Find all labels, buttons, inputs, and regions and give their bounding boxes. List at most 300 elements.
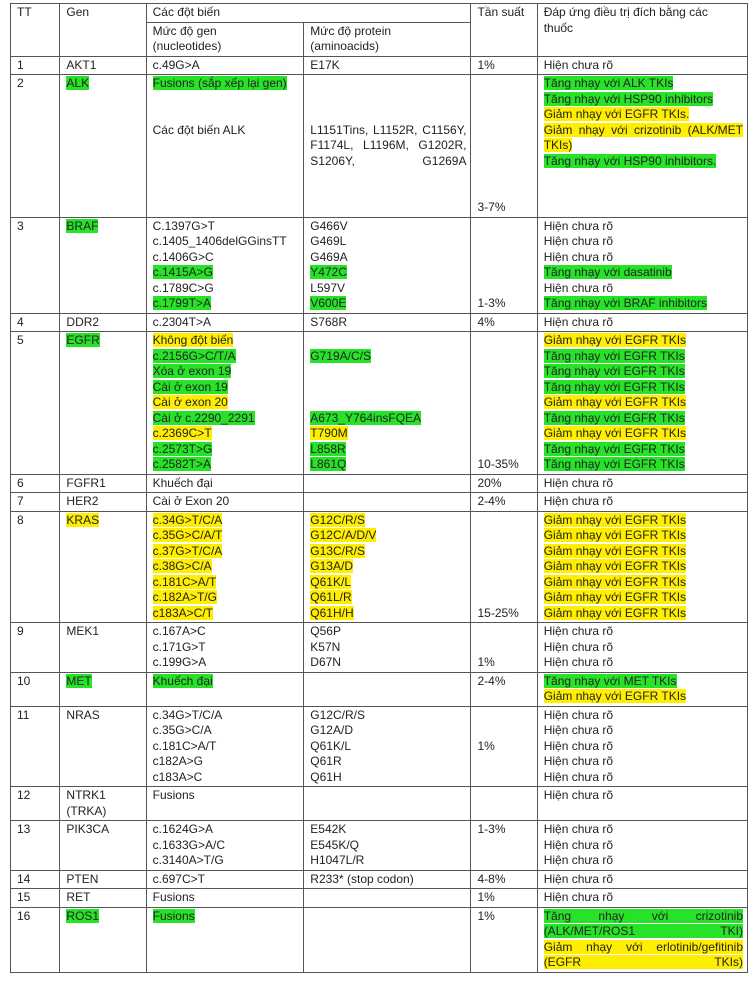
protein-mutation xyxy=(310,265,466,281)
response-line xyxy=(544,442,743,458)
gene-mutation: c.697C>T xyxy=(152,871,205,886)
response-line xyxy=(544,689,743,705)
cell-tt: 4 xyxy=(11,313,60,332)
gene-name: HER2 xyxy=(66,494,99,508)
cell-gen xyxy=(60,313,146,332)
response-line-text: Giảm nhạy với EGFR TKIs xyxy=(543,605,687,620)
frequency-value: 10-35% xyxy=(477,457,519,471)
gene-mutation: c.171G>T xyxy=(152,639,206,654)
cell-response xyxy=(537,907,747,972)
header-protein-level xyxy=(304,22,471,56)
gene-mutation xyxy=(153,265,300,281)
gene-mutation-text: c.1799T>A xyxy=(152,296,211,310)
response-line xyxy=(544,349,743,365)
table-row xyxy=(11,672,748,706)
cell-response xyxy=(537,75,747,218)
gene-mutation: c.34G>T/C/A xyxy=(152,707,223,722)
protein-mutation xyxy=(310,333,466,349)
cell-gen xyxy=(60,75,146,218)
gene-mutation-text: Fusions xyxy=(152,908,195,923)
response-line: Hiện chưa rõ xyxy=(543,494,614,508)
protein-mutation: G466V xyxy=(310,218,348,233)
cell-gene-level xyxy=(146,511,304,623)
response-line xyxy=(544,909,743,940)
protein-mutation: G469L xyxy=(310,234,347,248)
response-line-text: Giảm nhạy với EGFR TKIs xyxy=(543,333,687,347)
gene-mutation: c.1405_1406delGGinsTT xyxy=(152,234,287,248)
protein-mutation xyxy=(310,674,466,690)
gene-name: MEK1 xyxy=(66,624,100,638)
protein-mutation xyxy=(310,528,466,544)
protein-mutation-text: G13C/R/S xyxy=(310,543,365,558)
table-row xyxy=(11,907,748,972)
cell-gene-level xyxy=(146,672,304,706)
protein-mutation xyxy=(310,442,466,458)
response-line: Hiện chưa rõ xyxy=(543,871,614,886)
protein-mutation xyxy=(310,513,466,529)
gene-name: BRAF xyxy=(66,218,99,233)
gene-name: MET xyxy=(66,673,92,688)
cell-gene-level xyxy=(146,821,304,871)
protein-mutation: Q61K/L xyxy=(310,738,351,753)
protein-mutation: D67N xyxy=(310,655,341,669)
header-gen: Gen xyxy=(60,4,146,57)
table-row xyxy=(11,332,748,475)
cell-gene-level xyxy=(146,889,304,908)
gene-mutation xyxy=(153,575,300,591)
frequency-spacer xyxy=(477,154,532,170)
response-line xyxy=(544,92,743,108)
response-line: Hiện chưa rõ xyxy=(543,639,614,654)
cell-gene-level xyxy=(146,474,304,493)
frequency-value: 1% xyxy=(477,655,495,669)
cell-frequency xyxy=(471,75,537,218)
protein-mutation xyxy=(310,909,466,925)
response-line: Hiện chưa rõ xyxy=(543,218,614,233)
cell-protein-level xyxy=(304,332,471,475)
protein-mutation xyxy=(310,575,466,591)
protein-mutation xyxy=(310,296,466,312)
cell-protein-level xyxy=(304,907,471,972)
cell-frequency xyxy=(471,870,537,889)
gene-mutation xyxy=(153,528,300,544)
cell-frequency xyxy=(471,313,537,332)
gene-mutation xyxy=(153,296,300,312)
response-line: Hiện chưa rõ xyxy=(543,890,614,904)
gene-mutation xyxy=(153,442,300,458)
gene-mutation xyxy=(153,544,300,560)
response-line-text: Giảm nhạy với EGFR TKIs xyxy=(543,559,687,573)
response-line-text: Giảm nhạy với crizotinib (ALK/MET TKIs) xyxy=(543,122,743,152)
response-line xyxy=(544,107,743,123)
cell-response xyxy=(537,474,747,493)
response-line xyxy=(544,395,743,411)
gene-mutation-text: Cài ở c.2290_2291 xyxy=(152,410,255,425)
protein-mutation: Q61H xyxy=(310,769,342,784)
gene-mutation: c.167A>C xyxy=(152,624,206,638)
cell-tt: 6 xyxy=(11,474,60,493)
response-line xyxy=(544,559,743,575)
response-line-text: Giảm nhạy với EGFR TKIs xyxy=(543,590,687,604)
protein-mutation: E17K xyxy=(310,57,340,72)
response-line: Hiện chưa rõ xyxy=(543,788,614,802)
gene-mutation-text: c.2156G>C/T/A xyxy=(152,348,236,363)
response-line xyxy=(544,426,743,442)
cell-protein-level xyxy=(304,706,471,787)
cell-gen xyxy=(60,56,146,75)
cell-gen xyxy=(60,511,146,623)
gene-mutation-text: c.38G>C/A xyxy=(152,559,212,573)
cell-protein-level xyxy=(304,56,471,75)
cell-tt: 5 xyxy=(11,332,60,475)
frequency-spacer xyxy=(477,92,532,108)
cell-frequency xyxy=(471,907,537,972)
gene-name: KRAS xyxy=(66,512,100,527)
protein-mutation-text: G13A/D xyxy=(310,559,353,573)
gene-mutation xyxy=(153,395,300,411)
protein-mutation-text: L861Q xyxy=(310,457,347,471)
response-line-text: Tăng nhạy với EGFR TKIs xyxy=(543,379,685,394)
protein-mutation-text: Q61H/H xyxy=(310,605,354,620)
frequency-value: 1-3% xyxy=(477,296,506,310)
frequency-value: 1% xyxy=(477,738,495,753)
cell-frequency xyxy=(471,787,537,821)
protein-mutation xyxy=(310,890,466,906)
cell-gene-level xyxy=(146,493,304,512)
response-line-text: Giảm nhạy với EGFR TKIs xyxy=(543,689,687,703)
gene-mutation: c.1624G>A xyxy=(152,822,213,836)
gene-mutation xyxy=(153,559,300,575)
cell-gen xyxy=(60,821,146,871)
cell-response xyxy=(537,332,747,475)
table-row xyxy=(11,313,748,332)
frequency-spacer xyxy=(477,559,532,575)
cell-frequency xyxy=(471,493,537,512)
frequency-spacer xyxy=(477,107,532,123)
response-line: Hiện chưa rõ xyxy=(543,754,614,768)
response-line xyxy=(544,296,743,312)
mutation-table xyxy=(10,3,748,973)
cell-protein-level xyxy=(304,821,471,871)
header-response-line: thuốc xyxy=(543,20,574,35)
cell-gene-level xyxy=(146,332,304,475)
header-tt: TT xyxy=(11,4,60,57)
cell-tt: 12 xyxy=(11,787,60,821)
protein-mutation-text: T790M xyxy=(310,426,348,440)
gene-mutation-text: c.37G>T/C/A xyxy=(152,543,223,558)
header-mutations: Các đột biến xyxy=(146,4,471,23)
gene-mutation: c.1633G>A/C xyxy=(152,837,225,852)
cell-response xyxy=(537,623,747,673)
cell-response xyxy=(537,313,747,332)
header-gene-level xyxy=(146,22,304,56)
frequency-spacer xyxy=(477,723,532,739)
frequency-value: 2-4% xyxy=(477,673,506,688)
table-body xyxy=(11,4,748,973)
gene-mutation: c.49G>A xyxy=(152,57,200,72)
gene-mutation: c.181C>A/T xyxy=(152,738,217,753)
response-line: Hiện chưa rõ xyxy=(543,57,614,72)
cell-response xyxy=(537,217,747,313)
gene-mutation: c.199G>A xyxy=(152,655,207,669)
gene-mutation xyxy=(153,107,300,123)
cell-protein-level xyxy=(304,474,471,493)
table-row xyxy=(11,75,748,218)
gene-mutation xyxy=(153,513,300,529)
frequency-spacer xyxy=(477,590,532,606)
table-row xyxy=(11,821,748,871)
gene-mutation-text: c.34G>T/C/A xyxy=(152,512,223,527)
response-line-text: Tăng nhạy với ALK TKIs xyxy=(543,76,674,90)
frequency-value: 1% xyxy=(477,908,495,923)
gene-mutation: Fusions xyxy=(152,890,195,904)
cell-gene-level xyxy=(146,907,304,972)
response-line-text: Giảm nhạy với EGFR TKIs xyxy=(543,528,687,542)
frequency-value: 20% xyxy=(477,475,502,490)
response-line xyxy=(544,940,743,971)
gene-mutation xyxy=(153,380,300,396)
response-line xyxy=(544,411,743,427)
frequency-spacer xyxy=(477,513,532,529)
gene-mutation xyxy=(153,364,300,380)
gene-mutation: c183A>C xyxy=(152,769,203,784)
header-response xyxy=(537,4,747,57)
response-line-text: Tăng nhạy với EGFR TKIs xyxy=(543,364,685,378)
response-line-text: Tăng nhạy với EGFR TKIs xyxy=(543,348,685,363)
gene-mutation-text: c.2573T>G xyxy=(152,441,213,456)
gene-mutation xyxy=(153,909,300,925)
gene-name: DDR2 xyxy=(66,314,100,329)
response-line-text: Tăng nhạy với HSP90 inhibitors. xyxy=(543,153,717,168)
header-response-line: Đáp ứng điều trị đích bằng các xyxy=(543,5,708,19)
gene-mutation: Khuếch đại xyxy=(152,475,213,490)
header-frequency: Tần suất xyxy=(471,4,537,57)
protein-mutation-text: L858R xyxy=(310,441,346,456)
response-line-text: Giảm nhạy với EGFR TKIs xyxy=(543,574,687,589)
protein-mutation: Q56P xyxy=(310,624,341,638)
frequency-spacer xyxy=(477,76,532,92)
gene-mutation-text: c.181C>A/T xyxy=(152,574,217,589)
gene-mutation: c.1789C>G xyxy=(152,280,214,295)
protein-mutation xyxy=(310,559,466,575)
cell-frequency xyxy=(471,217,537,313)
frequency-value: 4% xyxy=(477,314,495,329)
protein-mutation xyxy=(310,606,466,622)
cell-gene-level xyxy=(146,217,304,313)
protein-mutation-text: G12C/R/S xyxy=(310,512,365,527)
cell-gene-level xyxy=(146,787,304,821)
protein-mutation xyxy=(310,364,466,380)
frequency-spacer xyxy=(477,138,532,154)
cell-tt: 7 xyxy=(11,493,60,512)
frequency-value: 4-8% xyxy=(477,871,506,886)
cell-tt: 14 xyxy=(11,870,60,889)
cell-protein-level xyxy=(304,75,471,218)
cell-protein-level xyxy=(304,493,471,512)
protein-mutation xyxy=(310,544,466,560)
response-line: Hiện chưa rõ xyxy=(543,249,614,264)
cell-response xyxy=(537,870,747,889)
response-line: Hiện chưa rõ xyxy=(543,624,614,638)
cell-protein-level xyxy=(304,870,471,889)
gene-mutation xyxy=(153,590,300,606)
cell-frequency xyxy=(471,56,537,75)
response-line-text: Tăng nhạy với dasatinib xyxy=(543,265,672,279)
frequency-value: 3-7% xyxy=(477,200,506,214)
gene-mutation: c.35G>C/A xyxy=(152,723,212,737)
cell-protein-level xyxy=(304,672,471,706)
header-gene-level-line: Mức độ gen xyxy=(152,23,217,38)
cell-tt: 11 xyxy=(11,706,60,787)
gene-mutation xyxy=(153,411,300,427)
protein-mutation xyxy=(310,411,466,427)
protein-mutation xyxy=(310,92,466,108)
protein-mutation: G12C/R/S xyxy=(310,707,365,722)
table-row xyxy=(11,474,748,493)
cell-tt: 3 xyxy=(11,217,60,313)
table-row xyxy=(11,56,748,75)
gene-mutation xyxy=(153,674,300,690)
gene-mutation xyxy=(153,426,300,442)
gene-mutation-text: Fusions (sắp xếp lại gen) xyxy=(152,76,287,90)
protein-mutation: G469A xyxy=(310,249,348,264)
cell-gen xyxy=(60,474,146,493)
response-line: Hiện chưa rõ xyxy=(543,280,614,295)
response-line: Hiện chưa rõ xyxy=(543,234,614,248)
gene-mutation-text: c.1415A>G xyxy=(152,265,213,279)
response-line-text: Giảm nhạy với EGFR TKIs xyxy=(543,395,687,409)
response-line: Hiện chưa rõ xyxy=(543,314,614,329)
response-line xyxy=(544,528,743,544)
gene-mutation xyxy=(153,76,300,92)
frequency-spacer xyxy=(477,708,532,724)
cell-gene-level xyxy=(146,623,304,673)
response-line xyxy=(544,380,743,396)
header-row-1 xyxy=(11,4,748,23)
cell-gen xyxy=(60,706,146,787)
gene-name: FGFR1 xyxy=(66,475,106,490)
frequency-value: 1% xyxy=(477,890,495,904)
response-line-text: Tăng nhạy với EGFR TKIs xyxy=(543,457,685,471)
gene-mutation-text: c.2582T>A xyxy=(152,457,211,471)
gene-name: AKT1 xyxy=(66,57,97,72)
cell-gen xyxy=(60,332,146,475)
gene-mutation-text: Khuếch đại xyxy=(152,673,213,688)
response-line-text: Tăng nhạy với BRAF inhibitors xyxy=(543,296,707,310)
cell-gen xyxy=(60,787,146,821)
frequency-spacer xyxy=(477,544,532,560)
response-line-text: Giảm nhạy với EGFR TKIs xyxy=(543,512,687,527)
protein-mutation xyxy=(310,76,466,92)
protein-mutation xyxy=(310,395,466,411)
protein-mutation xyxy=(310,457,466,473)
gene-mutation-text: Cài ở exon 19 xyxy=(152,379,228,394)
protein-mutation: K57N xyxy=(310,639,341,654)
response-line xyxy=(544,154,743,170)
protein-mutation: Q61R xyxy=(310,754,342,768)
cell-gene-level xyxy=(146,706,304,787)
response-line-text: Tăng nhạy với EGFR TKIs xyxy=(543,410,685,425)
gene-mutation-text: c.182A>T/G xyxy=(152,590,217,604)
gene-mutation xyxy=(153,349,300,365)
table-row xyxy=(11,787,748,821)
frequency-spacer xyxy=(477,528,532,544)
gene-mutation: Các đột biến ALK xyxy=(152,122,246,137)
gene-mutation xyxy=(153,92,300,108)
protein-mutation-text: Q61K/L xyxy=(310,574,351,589)
gene-name: PTEN xyxy=(66,871,99,886)
frequency-value: 1% xyxy=(477,57,495,72)
cell-gene-level xyxy=(146,313,304,332)
cell-response xyxy=(537,56,747,75)
cell-protein-level xyxy=(304,787,471,821)
response-line xyxy=(544,674,743,690)
protein-mutation xyxy=(310,349,466,365)
cell-frequency xyxy=(471,672,537,706)
cell-frequency xyxy=(471,889,537,908)
response-line: Hiện chưa rõ xyxy=(543,837,614,852)
response-line xyxy=(544,333,743,349)
cell-protein-level xyxy=(304,217,471,313)
cell-protein-level xyxy=(304,511,471,623)
protein-mutation-text: Y472C xyxy=(310,265,347,279)
gene-name: ROS1 xyxy=(66,908,100,923)
protein-mutation: L1151Tins, L1152R, C1156Y, F1174L, L1196M, G1202R, S1206Y, G1269A xyxy=(310,122,467,168)
gene-mutation xyxy=(153,457,300,473)
cell-gen xyxy=(60,217,146,313)
response-line xyxy=(544,364,743,380)
cell-response xyxy=(537,511,747,623)
gene-mutation xyxy=(153,606,300,622)
protein-mutation xyxy=(310,380,466,396)
gene-mutation-text: Không đột biến xyxy=(152,333,234,347)
response-line-text: Tăng nhạy với MET TKIs xyxy=(543,673,677,688)
protein-mutation: R233* (stop codon) xyxy=(310,871,414,886)
protein-mutation: S768R xyxy=(310,314,347,329)
cell-protein-level xyxy=(304,889,471,908)
protein-mutation-text: A673_Y764insFQEA xyxy=(310,410,422,425)
protein-mutation-text: V600E xyxy=(310,296,347,310)
response-line-text: Tăng nhạy với HSP90 inhibitors xyxy=(543,91,713,106)
table-row xyxy=(11,217,748,313)
protein-mutation-text: Q61L/R xyxy=(310,590,352,604)
header-protein-level-line: Mức độ protein xyxy=(310,23,392,38)
cell-gen xyxy=(60,623,146,673)
cell-frequency xyxy=(471,332,537,475)
table-row xyxy=(11,511,748,623)
cell-gen xyxy=(60,493,146,512)
response-line-text: Giảm nhạy với erlotinib/gefitinib (EGFR TKIs) xyxy=(543,939,743,969)
cell-tt: 2 xyxy=(11,75,60,218)
cell-tt: 13 xyxy=(11,821,60,871)
cell-tt: 1 xyxy=(11,56,60,75)
gene-mutation: c182A>G xyxy=(152,754,203,768)
frequency-spacer xyxy=(477,123,532,139)
cell-response xyxy=(537,889,747,908)
cell-response xyxy=(537,706,747,787)
frequency-value: 15-25% xyxy=(477,605,519,620)
gene-mutation: Fusions xyxy=(152,788,195,802)
cell-tt: 15 xyxy=(11,889,60,908)
protein-mutation: L597V xyxy=(310,280,345,295)
gene-mutation-text: Cài ở exon 20 xyxy=(152,395,228,409)
protein-mutation: E542K xyxy=(310,822,347,836)
protein-mutation-text: G719A/C/S xyxy=(310,348,371,363)
gene-name: ALK xyxy=(66,76,90,90)
response-line xyxy=(544,123,743,154)
cell-protein-level xyxy=(304,313,471,332)
response-line: Hiện chưa rõ xyxy=(543,707,614,722)
